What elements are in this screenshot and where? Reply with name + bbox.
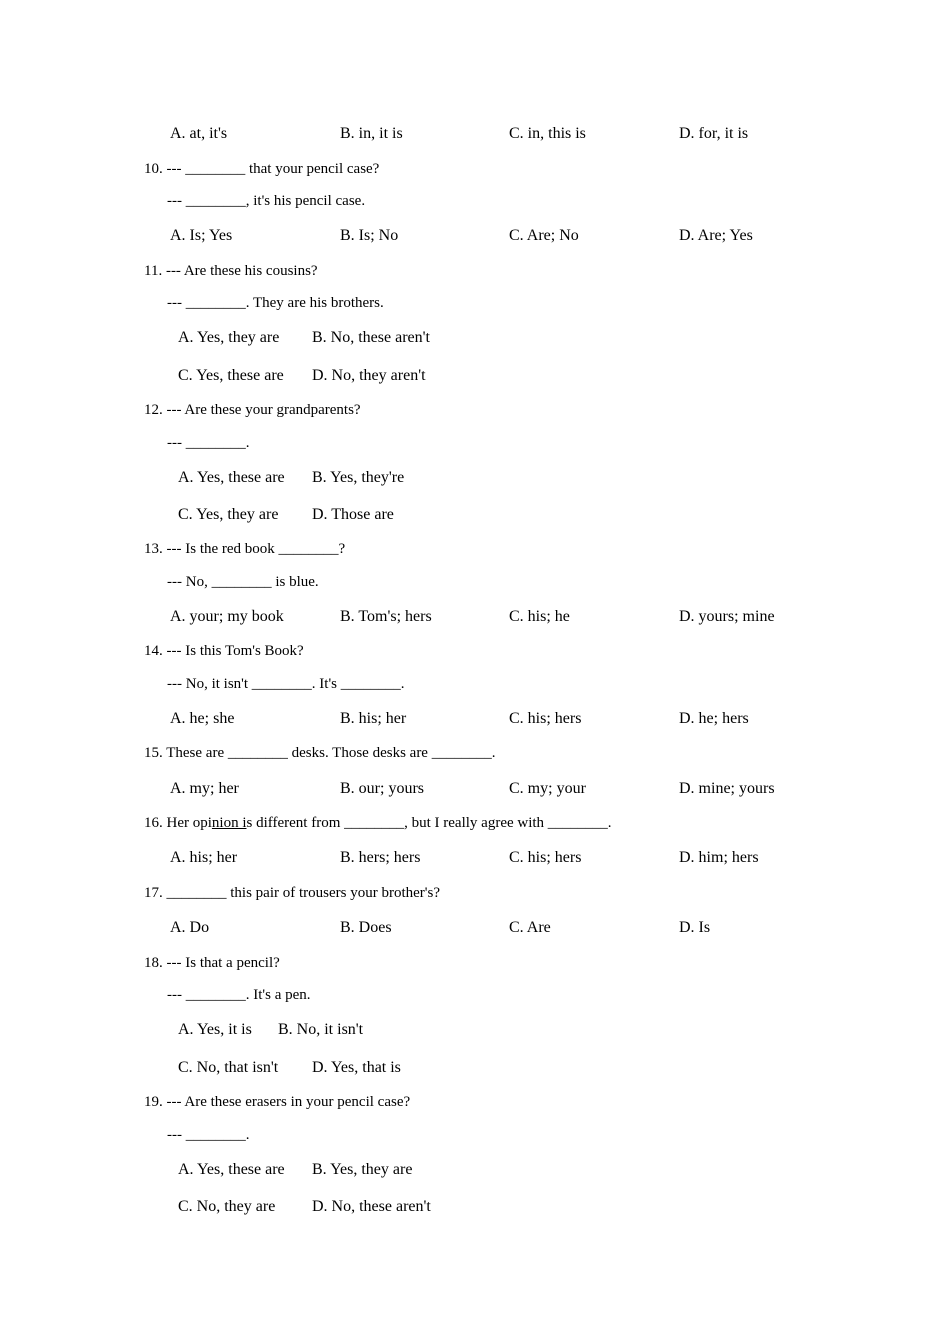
- q15-option-a: A. my; her: [170, 780, 239, 797]
- q13-option-d: D. yours; mine: [679, 608, 775, 625]
- q10-option-c: C. Are; No: [509, 227, 579, 244]
- q14-option-a: A. he; she: [170, 710, 235, 727]
- q15-option-d: D. mine; yours: [679, 780, 775, 797]
- q16-option-a: A. his; her: [170, 849, 238, 866]
- q15-option-c: C. my; your: [509, 780, 586, 797]
- q18-option-b: B. No, it isn't: [278, 1021, 364, 1038]
- q9-option-b: B. in, it is: [340, 125, 403, 142]
- q12-option-d: D. Those are: [312, 506, 394, 523]
- q12-question: 12. --- Are these your grandparents?: [144, 402, 361, 418]
- q18-reply: --- ________. It's a pen.: [167, 987, 311, 1003]
- q17-option-b: B. Does: [340, 919, 392, 936]
- q14-reply: --- No, it isn't ________. It's ________.: [167, 676, 405, 692]
- q13-question: 13. --- Is the red book ________?: [144, 541, 346, 557]
- q15-question: 15. These are ________ desks. Those desks are ________.: [144, 745, 496, 761]
- q19-option-a: A. Yes, these are: [178, 1161, 285, 1178]
- q18-option-d: D. Yes, that is: [312, 1059, 401, 1076]
- q17-option-a: A. Do: [170, 919, 210, 936]
- q18-option-c: C. No, that isn't: [178, 1059, 279, 1076]
- q10-option-a: A. Is; Yes: [170, 227, 233, 244]
- q9-option-c: C. in, this is: [509, 125, 586, 142]
- q16-option-c: C. his; hers: [509, 849, 582, 866]
- q12-option-a: A. Yes, these are: [178, 469, 285, 486]
- q12-option-c: C. Yes, they are: [178, 506, 279, 523]
- q13-reply: --- No, ________ is blue.: [167, 574, 319, 590]
- q16-option-b: B. hers; hers: [340, 849, 421, 866]
- q16-stem-underlined: nion i: [211, 815, 247, 831]
- q17-option-c: C. Are: [509, 919, 551, 936]
- q16-stem-end: s different from ________, but I really agree with ________.: [246, 815, 612, 831]
- q12-reply: --- ________.: [167, 435, 250, 451]
- q14-option-b: B. his; her: [340, 710, 407, 727]
- q13-option-a: A. your; my book: [170, 608, 284, 625]
- q17-question: 17. ________ this pair of trousers your brother's?: [144, 885, 440, 901]
- q9-option-a: A. at, it's: [170, 125, 228, 142]
- q19-option-b: B. Yes, they are: [312, 1161, 413, 1178]
- q19-option-c: C. No, they are: [178, 1198, 276, 1215]
- q11-option-d: D. No, they aren't: [312, 367, 426, 384]
- q15-option-b: B. our; yours: [340, 780, 424, 797]
- q18-question: 18. --- Is that a pencil?: [144, 955, 280, 971]
- q11-option-c: C. Yes, these are: [178, 367, 284, 384]
- q13-option-b: B. Tom's; hers: [340, 608, 432, 625]
- q11-option-b: B. No, these aren't: [312, 329, 430, 346]
- q10-reply: --- ________, it's his pencil case.: [167, 193, 366, 209]
- q17-option-d: D. Is: [679, 919, 711, 936]
- q19-option-d: D. No, these aren't: [312, 1198, 431, 1215]
- q16-stem-start: 16. Her opi: [144, 815, 212, 831]
- q9-option-d: D. for, it is: [679, 125, 749, 142]
- q12-option-b: B. Yes, they're: [312, 469, 405, 486]
- q10-option-d: D. Are; Yes: [679, 227, 753, 244]
- q13-option-c: C. his; he: [509, 608, 570, 625]
- q11-question: 11. --- Are these his cousins?: [144, 263, 318, 279]
- q14-question: 14. --- Is this Tom's Book?: [144, 643, 304, 659]
- q19-reply: --- ________.: [167, 1127, 250, 1143]
- q11-option-a: A. Yes, they are: [178, 329, 280, 346]
- q16-question: [144, 816, 612, 831]
- q11-reply: --- ________. They are his brothers.: [167, 295, 384, 311]
- q19-question: 19. --- Are these erasers in your pencil case?: [144, 1094, 411, 1110]
- q14-option-d: D. he; hers: [679, 710, 749, 727]
- q16-option-d: D. him; hers: [679, 849, 759, 866]
- q10-question: 10. --- ________ that your pencil case?: [144, 161, 380, 177]
- q10-option-b: B. Is; No: [340, 227, 399, 244]
- q14-option-c: C. his; hers: [509, 710, 582, 727]
- q18-option-a: A. Yes, it is: [178, 1021, 252, 1038]
